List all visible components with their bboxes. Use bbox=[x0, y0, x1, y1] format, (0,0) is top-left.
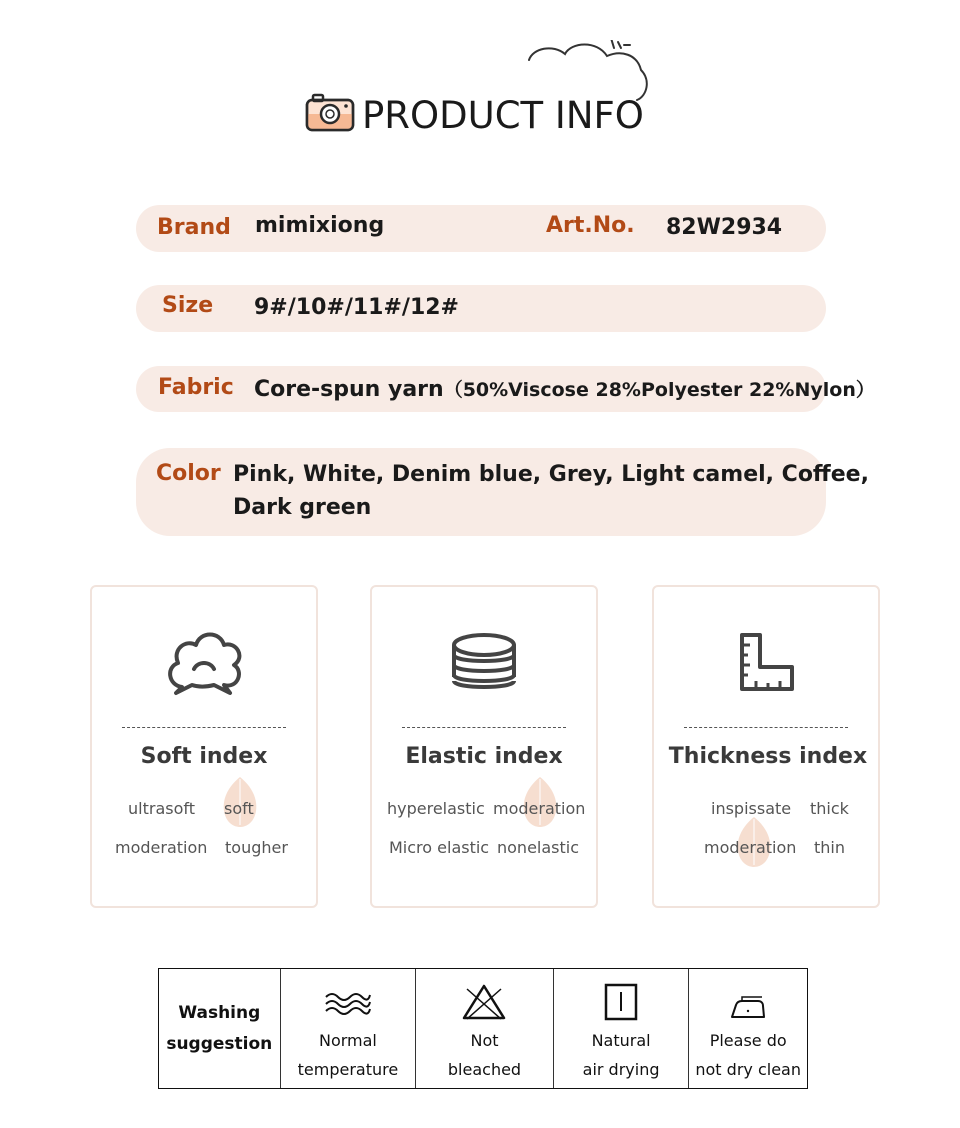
washing-header-line2: suggestion bbox=[166, 1033, 273, 1054]
wash-item-line1: Normal bbox=[318, 1031, 377, 1050]
fabric-value bbox=[254, 375, 875, 402]
thickness-option-inspissate: inspissate bbox=[711, 799, 792, 818]
page-title: PRODUCT INFO bbox=[362, 94, 644, 137]
elastic-option-moderation: moderation bbox=[493, 799, 586, 818]
divider bbox=[684, 727, 848, 728]
washing-suggestion-table bbox=[158, 968, 808, 1089]
wash-item-not-bleached bbox=[416, 969, 554, 1088]
line-dry-icon bbox=[604, 983, 638, 1021]
water-wave-icon bbox=[323, 989, 373, 1019]
soft-option-soft: soft bbox=[224, 799, 254, 818]
camera-icon bbox=[305, 92, 355, 132]
size-row bbox=[136, 285, 826, 332]
wash-item-line2: temperature bbox=[297, 1060, 399, 1079]
artno-label: Art.No. bbox=[546, 213, 635, 238]
color-values-line2: Dark green bbox=[233, 495, 372, 520]
elastic-option-hyperelastic: hyperelastic bbox=[387, 799, 485, 818]
washing-header-line1: Washing bbox=[178, 1002, 261, 1023]
product-info-header bbox=[0, 40, 960, 150]
color-label: Color bbox=[156, 461, 221, 486]
soft-option-tougher: tougher bbox=[225, 838, 288, 857]
elastic-option-micro-elastic: Micro elastic bbox=[389, 838, 490, 857]
wash-item-normal-temperature bbox=[281, 969, 417, 1088]
wash-item-natural-air-drying bbox=[554, 969, 690, 1088]
divider bbox=[122, 727, 286, 728]
color-values-line1: Pink, White, Denim blue, Grey, Light camel, Coffee, bbox=[233, 462, 869, 487]
divider bbox=[402, 727, 566, 728]
wash-item-line1: Not bbox=[470, 1031, 499, 1050]
size-label: Size bbox=[162, 293, 214, 318]
thickness-index-title: Thickness index bbox=[668, 744, 868, 769]
artno-value: 82W2934 bbox=[666, 215, 783, 240]
iron-icon bbox=[728, 993, 768, 1023]
no-bleach-icon bbox=[461, 983, 507, 1021]
wash-item-do-not-dry-clean bbox=[689, 969, 807, 1088]
elastic-option-nonelastic: nonelastic bbox=[497, 838, 580, 857]
wash-item-line1: Natural bbox=[591, 1031, 651, 1050]
brand-value: mimixiong bbox=[255, 213, 385, 238]
thickness-option-thin: thin bbox=[814, 838, 845, 857]
color-row bbox=[136, 448, 869, 536]
soft-index-card bbox=[90, 585, 318, 908]
fabric-row bbox=[136, 366, 875, 412]
wash-item-line2: air drying bbox=[582, 1060, 660, 1079]
fabric-composition: （50%Viscose 28%Polyester 22%Nylon） bbox=[443, 379, 875, 401]
spring-coil-icon bbox=[444, 627, 524, 697]
wash-item-line2: bleached bbox=[447, 1060, 522, 1079]
elastic-index-card bbox=[370, 585, 598, 908]
soft-index-title: Soft index bbox=[140, 744, 268, 769]
thickness-option-moderation: moderation bbox=[704, 838, 797, 857]
fabric-label: Fabric bbox=[158, 375, 234, 400]
ruler-icon bbox=[726, 627, 806, 697]
wash-item-line1: Please do bbox=[709, 1031, 787, 1050]
elastic-index-title: Elastic index bbox=[405, 744, 563, 769]
washing-header bbox=[159, 969, 281, 1088]
cotton-icon bbox=[164, 627, 244, 697]
soft-option-moderation: moderation bbox=[115, 838, 208, 857]
thickness-index-card bbox=[652, 585, 880, 908]
fabric-material: Core-spun yarn bbox=[254, 377, 444, 402]
size-value: 9#/10#/11#/12# bbox=[254, 295, 459, 320]
brand-row bbox=[136, 205, 826, 252]
wash-item-line2: not dry clean bbox=[695, 1060, 801, 1079]
brand-label: Brand bbox=[157, 215, 231, 240]
soft-option-ultrasoft: ultrasoft bbox=[128, 799, 195, 818]
thickness-option-thick: thick bbox=[810, 799, 849, 818]
